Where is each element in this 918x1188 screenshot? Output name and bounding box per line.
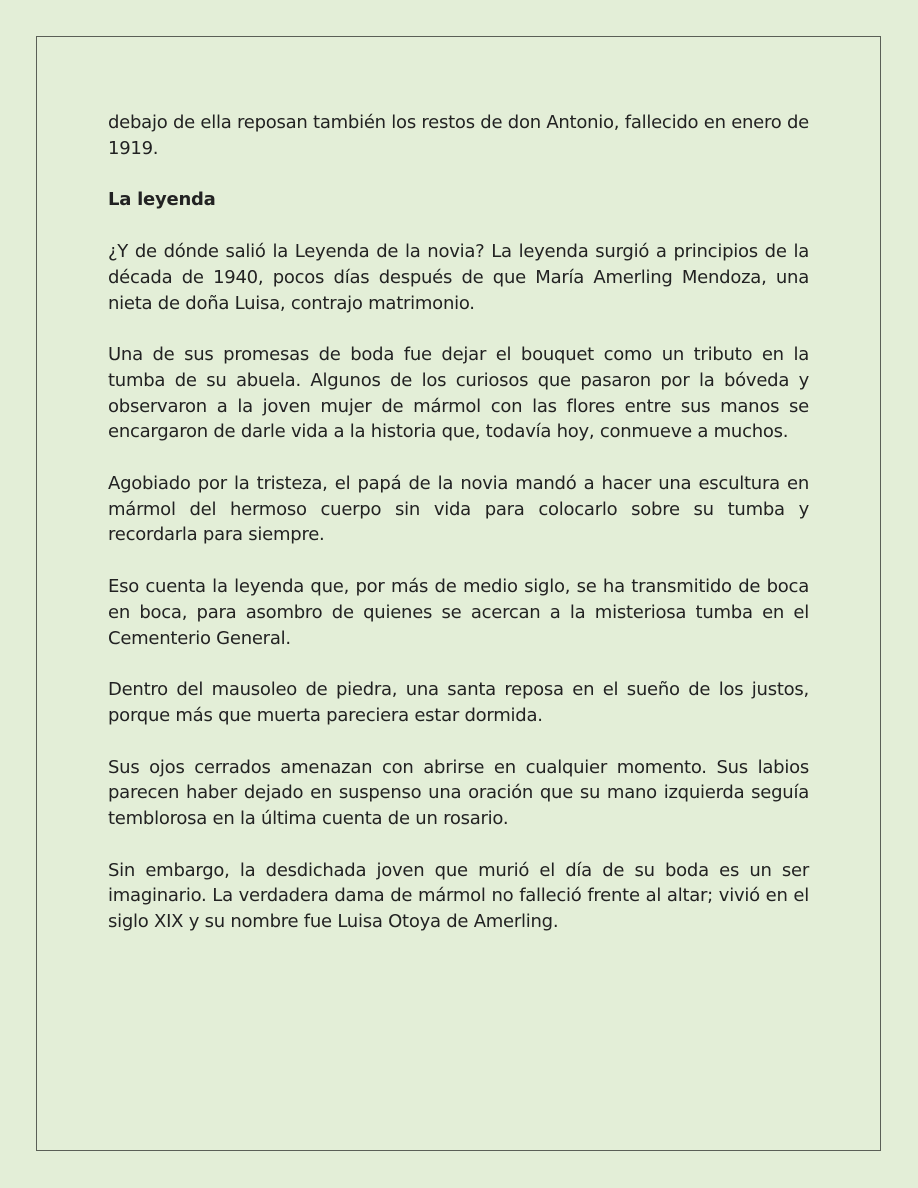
- paragraph-2: Una de sus promesas de boda fue dejar el bouquet como un tributo en la tumba de su abuela. Algunos de los curiosos que pasaron por la bóveda y observaron a la joven mujer de mármol con las flores entre sus manos se encargaron de darle vida a la historia que, todavía hoy, conmueve a muchos.: [108, 344, 809, 443]
- paragraph-6: Sus ojos cerrados amenazan con abrirse en cualquier momento. Sus labios parecen haber dejado en suspenso una oración que su mano izquierda seguía temblorosa en la última cuenta de un rosario.: [108, 756, 809, 830]
- document-body: [108, 110, 809, 961]
- section-heading: La leyenda: [108, 189, 216, 211]
- intro-paragraph: debajo de ella reposan también los restos de don Antonio, fallecido en enero de 1919.: [108, 112, 809, 159]
- paragraph-3: Agobiado por la tristeza, el papá de la novia mandó a hacer una escultura en mármol del hermoso cuerpo sin vida para colocarlo sobre su tumba y recordarla para siempre.: [108, 473, 809, 546]
- paragraph-1: ¿Y de dónde salió la Leyenda de la novia? La leyenda surgió a principios de la década de 1940, pocos días después de que María Amerling Mendoza, una nieta de doña Luisa, contrajo matrimonio.: [108, 241, 809, 314]
- paragraph-5: Dentro del mausoleo de piedra, una santa reposa en el sueño de los justos, porque más que muerta pareciera estar dormida.: [108, 679, 809, 726]
- paragraph-7: Sin embargo, la desdichada joven que murió el día de su boda es un ser imaginario. La verdadera dama de mármol no falleció frente al altar; vivió en el siglo XIX y su nombre fue Luisa Otoya de Amerling.: [108, 859, 809, 933]
- paragraph-4: Eso cuenta la leyenda que, por más de medio siglo, se ha transmitido de boca en boca, para asombro de quienes se acercan a la misteriosa tumba en el Cementerio General.: [108, 576, 809, 649]
